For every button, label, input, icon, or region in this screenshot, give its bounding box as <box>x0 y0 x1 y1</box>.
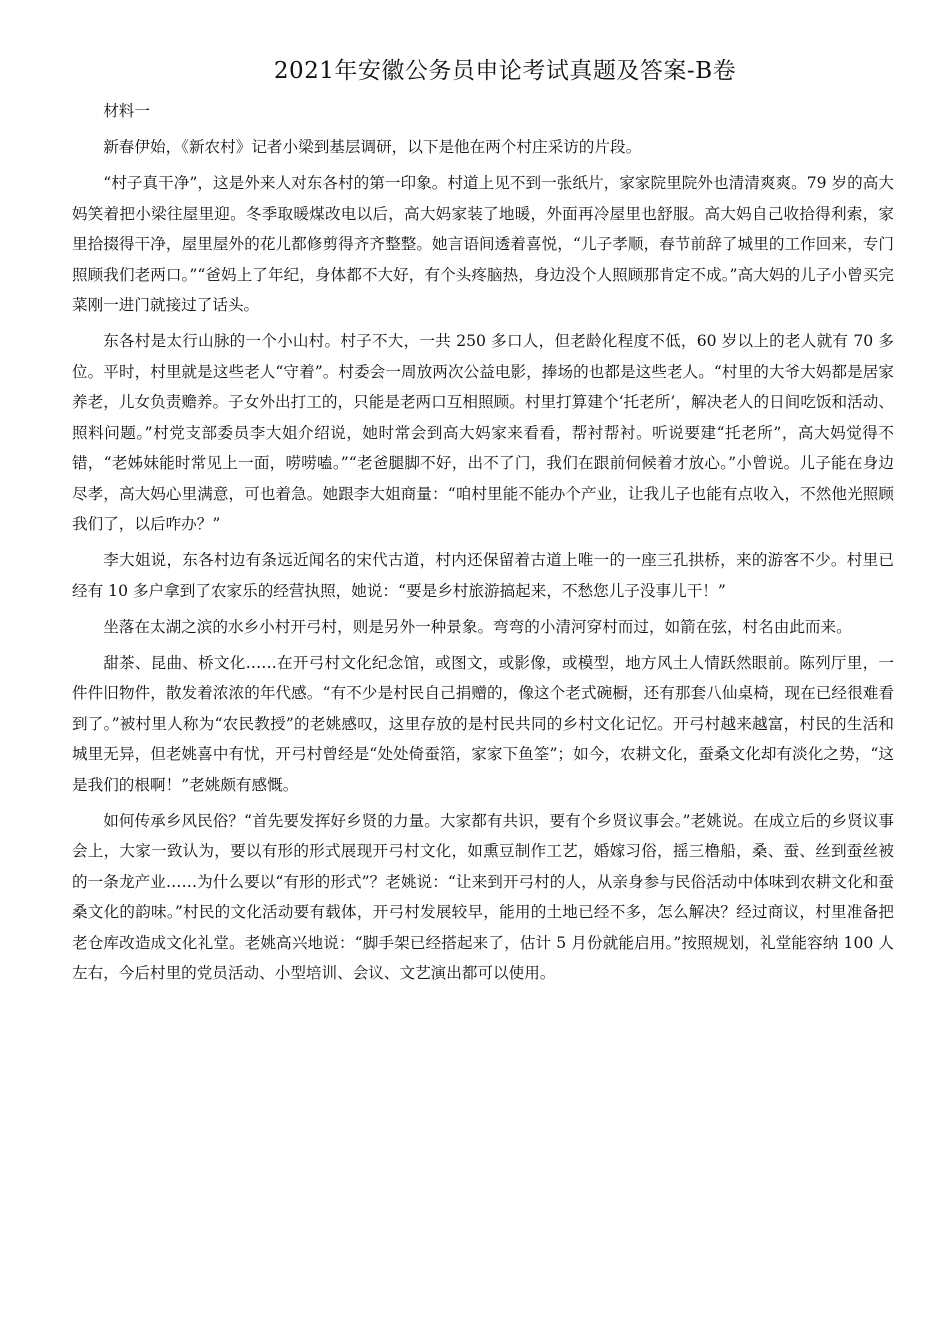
paragraph: 如何传承乡风民俗？“首先要发挥好乡贤的力量。大家都有共识，要有个乡贤议事会。”老姚说。在成立后的乡贤议事会上，大家一致认为，要以有形的形式展现开弓村文化，如熏豆制作工艺，婚嫁习俗，摇三橹船，桑、蚕、丝到蚕丝被的一条龙产业……为什么要以“有形的形式”？老姚说：“让来到开弓村的人，从亲身参与民俗活动中体味到农耕文化和蚕桑文化的韵味。”村民的文化活动要有载体，开弓村发展较早，能用的土地已经不多，怎么解决？经过商议，村里准备把老仓库改造成文化礼堂。老姚高兴地说：“脚手架已经搭起来了，估计 5 月份就能启用。”按照规划，礼堂能容纳 100 人左右，今后村里的党员活动、小型培训、会议、文艺演出都可以使用。 <box>72 811 894 982</box>
paragraph: 新春伊始，《新农村》记者小梁到基层调研，以下是他在两个村庄采访的片段。 <box>103 138 642 156</box>
paragraph: 李大姐说，东各村边有条远近闻名的宋代古道，村内还保留着古道上唯一的一座三孔拱桥，来的游客不少。村里已经有 10 多户拿到了农家乐的经营执照，她说：“要是乡村旅游搞起来，不愁您儿子没事儿干！” <box>72 551 894 600</box>
paragraph: 东各村是太行山脉的一个小山村。村子不大，一共 250 多口人，但老龄化程度不低，60 岁以上的老人就有 70 多位。平时，村里就是这些老人“守着”。村委会一周放两次公益电影，捧场的也都是这些老人。“村里的大爷大妈都是居家养老，儿女负责赡养。子女外出打工的，只能是老两口互相照顾。村里打算建个‘托老所’，解决老人的日间吃饭和活动、照料问题。”村党支部委员李大姐介绍说，她时常会到高大妈家来看看，帮衬帮衬。听说要建“托老所”，高大妈觉得不错，“老姊妹能时常见上一面，唠唠嗑。”“老爸腿脚不好，出不了门，我们在跟前伺候着才放心。”小曾说。儿子能在身边尽孝，高大妈心里满意，可也着急。她跟李大姐商量：“咱村里能不能办个产业，让我儿子也能有点收入，不然他光照顾我们了，以后咋办？” <box>72 332 894 533</box>
paragraph: 坐落在太湖之滨的水乡小村开弓村，则是另外一种景象。弯弯的小清河穿村而过，如箭在弦，村名由此而来。 <box>103 617 852 636</box>
document-body <box>72 96 894 994</box>
section-label: 材料一 <box>103 102 150 120</box>
document-title: 2021年安徽公务员申论考试真题及答案-B卷 <box>273 58 737 84</box>
paragraph: “村子真干净”，这是外来人对东各村的第一印象。村道上见不到一张纸片，家家院里院外也清清爽爽。79 岁的高大妈笑着把小梁往屋里迎。冬季取暖煤改电以后，高大妈家装了地暖，外面再冷屋里也舒服。高大妈自己收拾得利索，家里拾掇得干净，屋里屋外的花儿都修剪得齐齐整整。她言语间透着喜悦，“儿子孝顺，春节前辞了城里的工作回来，专门照顾我们老两口。”“爸妈上了年纪，身体都不大好，有个头疼脑热，身边没个人照顾那肯定不成。”高大妈的儿子小曾买完菜刚一进门就接过了话头。 <box>72 174 894 314</box>
paragraph: 甜茶、昆曲、桥文化……在开弓村文化纪念馆，或图文，或影像，或模型，地方风土人情跃然眼前。陈列厅里，一件件旧物件，散发着浓浓的年代感。“有不少是村民自己捐赠的，像这个老式碗橱，还有那套八仙桌椅，现在已经很难看到了。”被村里人称为“农民教授”的老姚感叹，这里存放的是村民共同的乡村文化记忆。开弓村越来越富，村民的生活和城里无异，但老姚喜中有忧，开弓村曾经是“处处倚蚕箔，家家下鱼筌”；如今，农耕文化，蚕桑文化却有淡化之势，“这是我们的根啊！”老姚颇有感慨。 <box>72 653 894 794</box>
